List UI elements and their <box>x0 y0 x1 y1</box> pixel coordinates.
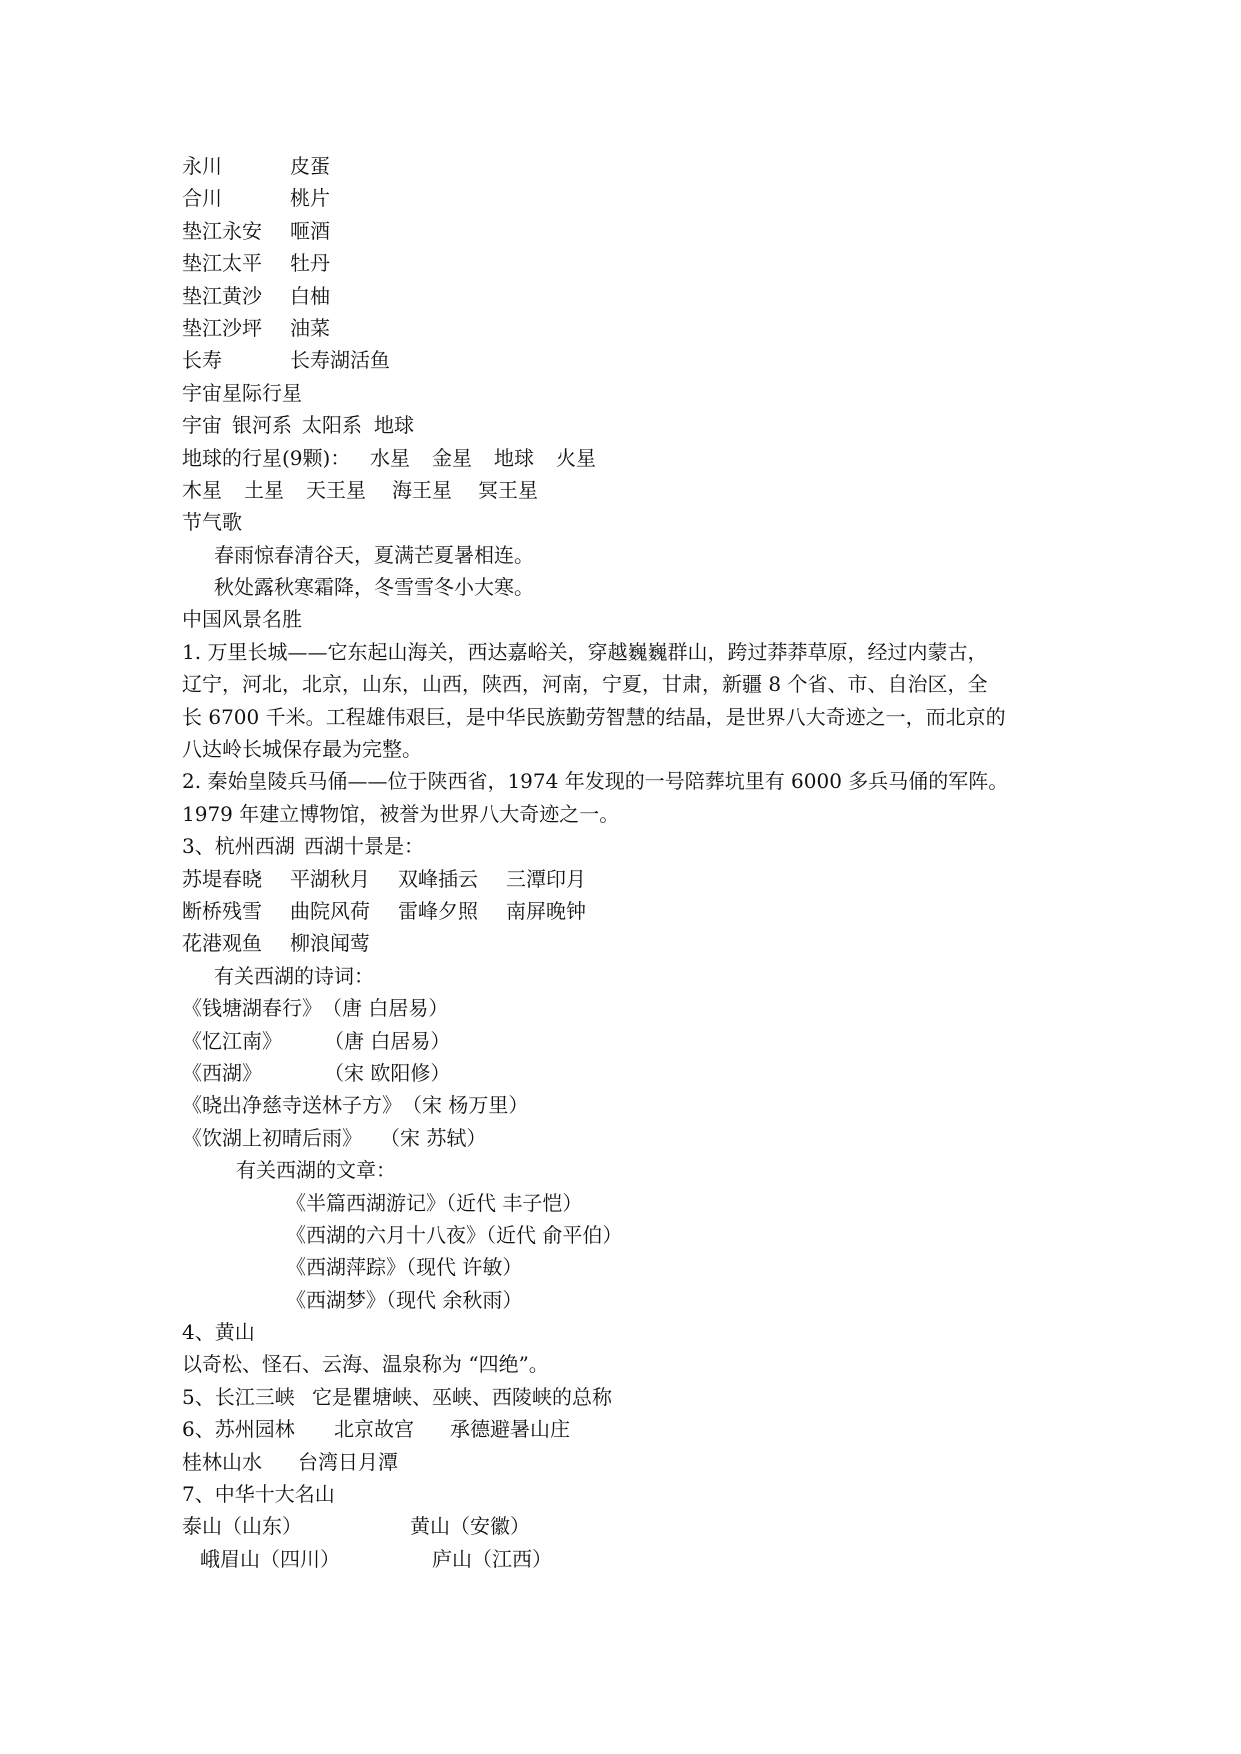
poem-author: （宋 苏轼） <box>380 1125 487 1150</box>
produce-row <box>182 312 1062 344</box>
solar-terms-heading: 节气歌 <box>182 510 242 535</box>
scenic-heading: 中国风景名胜 <box>182 607 302 632</box>
ten-scenes-row: 花港观鱼 柳浪闻莺 <box>182 931 370 956</box>
huangshan-desc: 以奇松、怪石、云海、温泉称为 “四绝”。 <box>182 1352 549 1377</box>
poem-row <box>182 1025 1062 1057</box>
produce-place: 长寿 <box>182 348 222 373</box>
great-wall-line: 1. 万里长城——它东起山海关，西达嘉峪关，穿越巍巍群山，跨过莽莽草原，经过内蒙古， <box>182 639 988 664</box>
produce-row <box>182 344 1062 376</box>
planets-row: 地球的行星(9颗)： 水星 金星 地球 火星 <box>182 442 1062 474</box>
poem-title: 《饮湖上初晴后雨》 <box>182 1125 362 1150</box>
produce-item: 牡丹 <box>290 251 330 276</box>
poem-author: （宋 欧阳修） <box>324 1060 451 1085</box>
articles-heading: 有关西湖的文章： <box>236 1158 396 1183</box>
produce-item: 皮蛋 <box>290 154 330 178</box>
ten-scenes-row: 断桥残雪 曲院风荷 雷峰夕照 南屏晚钟 <box>182 898 586 923</box>
article-row: 《半篇西湖游记》（近代 丰子恺） <box>286 1190 583 1215</box>
planets-label: 地球的行星(9颗)： <box>182 445 351 470</box>
landmarks-row: 6、苏州园林 北京故宫 承德避暑山庄 <box>182 1417 570 1442</box>
poem-title: 《西湖》 <box>182 1060 262 1085</box>
solar-terms-verse: 秋处露秋寒霜降，冬雪雪冬小大寒。 <box>214 575 534 600</box>
poem-author: （唐 白居易） <box>322 996 449 1021</box>
cosmos-hierarchy: 宇宙 银河系 太阳系 地球 <box>182 413 414 438</box>
terracotta-line: 1979 年建立博物馆，被誉为世界八大奇迹之一。 <box>182 801 620 826</box>
three-gorges-row: 5、长江三峡 它是瞿塘峡、巫峡、西陵峡的总称 <box>182 1384 612 1409</box>
produce-row <box>182 280 1062 312</box>
produce-place: 合川 <box>182 186 222 211</box>
landmarks-row: 桂林山水 台湾日月潭 <box>182 1449 398 1474</box>
poem-title: 《钱塘湖春行》 <box>182 996 322 1021</box>
poem-row <box>182 1122 1062 1154</box>
ten-scenes-row: 苏堤春晓 平湖秋月 双峰插云 三潭印月 <box>182 866 586 891</box>
article-row: 《西湖梦》（现代 余秋雨） <box>286 1287 523 1312</box>
poem-title: 《晓出净慈寺送林子方》 <box>182 1093 402 1118</box>
produce-place: 垫江永安 <box>182 218 262 243</box>
terracotta-line: 2. 秦始皇陵兵马俑——位于陕西省，1974 年发现的一号陪葬坑里有 6000 多兵马俑的军阵。 <box>182 769 1009 794</box>
poem-author: （唐 白居易） <box>324 1028 451 1053</box>
produce-row <box>182 182 1062 214</box>
produce-place: 垫江太平 <box>182 251 262 276</box>
mountains-heading: 7、中华十大名山 <box>182 1482 335 1507</box>
poem-row <box>182 992 1062 1024</box>
produce-place: 垫江沙坪 <box>182 315 262 340</box>
poem-row <box>182 1057 1062 1089</box>
produce-item: 油菜 <box>290 315 330 340</box>
planets-row: 木星 土星 天王星 海王星 冥王星 <box>182 477 538 502</box>
produce-place: 永川 <box>182 154 222 178</box>
poems-heading: 有关西湖的诗词： <box>214 963 374 988</box>
produce-place: 垫江黄沙 <box>182 283 262 308</box>
cosmos-heading: 宇宙星际行星 <box>182 380 302 405</box>
great-wall-line: 辽宁，河北，北京，山东，山西，陕西，河南，宁夏，甘肃，新疆 8 个省、市、自治区，全 <box>182 672 988 697</box>
produce-row <box>182 247 1062 279</box>
great-wall-line: 长 6700 千米。工程雄伟艰巨，是中华民族勤劳智慧的结晶，是世界八大奇迹之一，而北京的 <box>182 704 1006 729</box>
produce-item: 长寿湖活鱼 <box>290 348 390 373</box>
produce-item: 白柚 <box>290 283 330 308</box>
solar-terms-verse: 春雨惊春清谷天，夏满芒夏暑相连。 <box>214 542 534 567</box>
poem-title: 《忆江南》 <box>182 1028 282 1053</box>
huangshan-heading: 4、黄山 <box>182 1320 255 1345</box>
document-body <box>182 150 1062 1575</box>
poem-row <box>182 1089 1062 1121</box>
west-lake-heading: 3、杭州西湖 西湖十景是： <box>182 834 424 859</box>
great-wall-line: 八达岭长城保存最为完整。 <box>182 737 422 762</box>
produce-item: 桃片 <box>290 186 330 211</box>
poem-author: （宋 杨万里） <box>402 1093 529 1118</box>
mountains-row: 峨眉山（四川） 庐山（江西） <box>200 1546 552 1571</box>
mountains-row: 泰山（山东） 黄山（安徽） <box>182 1514 530 1539</box>
produce-row <box>182 215 1062 247</box>
article-row: 《西湖的六月十八夜》（近代 俞平伯） <box>286 1222 623 1247</box>
produce-item: 咂酒 <box>290 218 330 243</box>
article-row: 《西湖萍踪》（现代 许敏） <box>286 1255 523 1280</box>
produce-row <box>182 150 1062 182</box>
